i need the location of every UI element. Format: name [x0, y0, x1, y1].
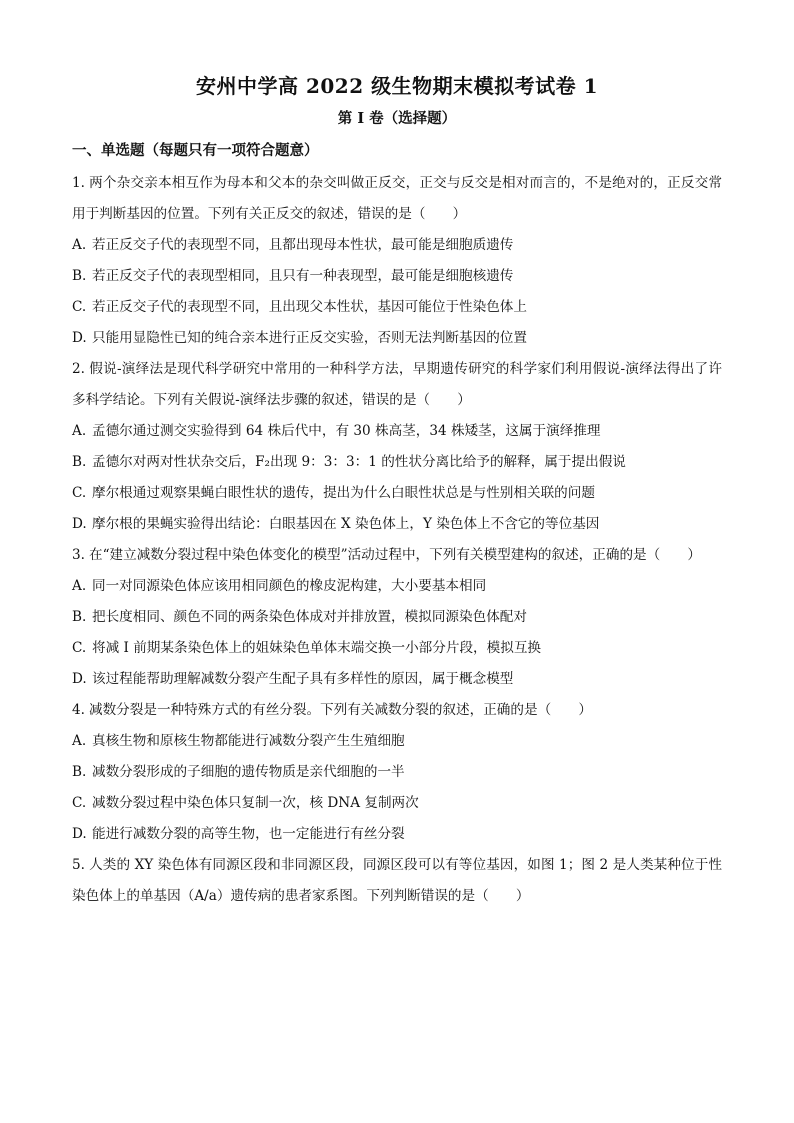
question-4	[72, 695, 722, 850]
question-text: 假说-演绎法是现代科学研究中常用的一种科学方法，早期遗传研究的科学家们利用假说-演绎法得出了许多科学结论。下列有关假说-演绎法步骤的叙述，错误的是（ ）	[72, 361, 722, 408]
option-letter: A.	[72, 578, 87, 594]
option-text: 真核生物和原核生物都能进行减数分裂产生生殖细胞	[92, 733, 405, 749]
question-number: 5.	[72, 857, 85, 873]
option-b[interactable]	[72, 602, 722, 633]
question-stem	[72, 850, 722, 912]
option-c[interactable]	[72, 788, 722, 819]
option-c[interactable]	[72, 633, 722, 664]
option-letter: A.	[72, 733, 87, 749]
option-text: 若正反交子代的表现型不同，且都出现母本性状，最可能是细胞质遗传	[92, 237, 514, 253]
option-letter: D.	[72, 330, 87, 346]
option-letter: C.	[72, 485, 87, 501]
option-text: 将减 I 前期某条染色体上的姐妹染色单体末端交换一小部分片段，模拟互换	[92, 640, 542, 656]
option-d[interactable]	[72, 509, 722, 540]
option-letter: D.	[72, 671, 87, 687]
question-number: 2.	[72, 361, 85, 377]
question-3	[72, 540, 722, 695]
question-stem	[72, 168, 722, 230]
option-letter: B.	[72, 764, 87, 780]
option-d[interactable]	[72, 323, 722, 354]
option-letter: A.	[72, 423, 87, 439]
exam-title: 安州中学高 2022 级生物期末模拟考试卷 1	[196, 74, 598, 98]
option-text: 把长度相同、颜色不同的两条染色体成对并排放置，模拟同源染色体配对	[92, 609, 527, 625]
option-text: 只能用显隐性已知的纯合亲本进行正反交实验，否则无法判断基因的位置	[92, 330, 527, 346]
question-number: 3.	[72, 547, 85, 563]
option-letter: D.	[72, 516, 87, 532]
option-b[interactable]	[72, 757, 722, 788]
question-text: 减数分裂是一种特殊方式的有丝分裂。下列有关减数分裂的叙述，正确的是（ ）	[88, 702, 592, 718]
section-heading: 一、单选题（每题只有一项符合题意）	[72, 142, 319, 159]
option-d[interactable]	[72, 664, 722, 695]
option-c[interactable]	[72, 292, 722, 323]
option-text: 能进行减数分裂的高等生物，也一定能进行有丝分裂	[92, 826, 405, 842]
question-stem	[72, 354, 722, 416]
option-c[interactable]	[72, 478, 722, 509]
option-a[interactable]	[72, 230, 722, 261]
question-list	[72, 168, 722, 912]
option-b[interactable]	[72, 261, 722, 292]
option-text: 摩尔根的果蝇实验得出结论：白眼基因在 X 染色体上，Y 染色体上不含它的等位基因	[92, 516, 600, 532]
question-number: 1.	[72, 175, 85, 191]
question-stem	[72, 540, 722, 571]
option-text: 摩尔根通过观察果蝇白眼性状的遗传，提出为什么白眼性状总是与性别相关联的问题	[92, 485, 595, 501]
option-letter: B.	[72, 268, 87, 284]
option-a[interactable]	[72, 571, 722, 602]
exam-subtitle: 第 I 卷（选择题）	[337, 110, 457, 127]
option-d[interactable]	[72, 819, 722, 850]
option-b[interactable]	[72, 447, 722, 478]
option-text: 孟德尔对两对性状杂交后，F₂出现 9：3：3：1 的性状分离比给予的解释，属于提出假说	[92, 454, 626, 470]
option-a[interactable]	[72, 726, 722, 757]
question-text: 在“建立减数分裂过程中染色体变化的模型”活动过程中，下列有关模型建构的叙述，正确的是（ ）	[88, 547, 702, 563]
option-letter: D.	[72, 826, 87, 842]
option-letter: C.	[72, 640, 87, 656]
question-number: 4.	[72, 702, 85, 718]
option-text: 减数分裂过程中染色体只复制一次，核 DNA 复制两次	[92, 795, 419, 811]
option-letter: C.	[72, 795, 87, 811]
question-stem	[72, 695, 722, 726]
question-5	[72, 850, 722, 912]
option-text: 孟德尔通过测交实验得到 64 株后代中，有 30 株高茎，34 株矮茎，这属于演绎推理	[92, 423, 601, 439]
question-text: 人类的 XY 染色体有同源区段和非同源区段，同源区段可以有等位基因，如图 1；图 2 是人类某种位于性染色体上的单基因（A/a）遗传病的患者家系图。下列判断错误的是（ ）	[72, 857, 722, 904]
option-letter: A.	[72, 237, 87, 253]
question-text: 两个杂交亲本相互作为母本和父本的杂交叫做正反交，正交与反交是相对而言的，不是绝对的，正反交常用于判断基因的位置。下列有关正反交的叙述，错误的是（ ）	[72, 175, 722, 222]
question-1	[72, 168, 722, 354]
option-letter: C.	[72, 299, 87, 315]
option-a[interactable]	[72, 416, 722, 447]
option-text: 若正反交子代的表现型不同，且出现父本性状，基因可能位于性染色体上	[92, 299, 527, 315]
option-text: 该过程能帮助理解减数分裂产生配子具有多样性的原因，属于概念模型	[92, 671, 514, 687]
option-text: 同一对同源染色体应该用相同颜色的橡皮泥构建，大小要基本相同	[92, 578, 487, 594]
option-letter: B.	[72, 454, 87, 470]
question-2	[72, 354, 722, 540]
option-letter: B.	[72, 609, 87, 625]
option-text: 减数分裂形成的子细胞的遗传物质是亲代细胞的一半	[92, 764, 405, 780]
option-text: 若正反交子代的表现型相同，且只有一种表现型，最可能是细胞核遗传	[92, 268, 514, 284]
